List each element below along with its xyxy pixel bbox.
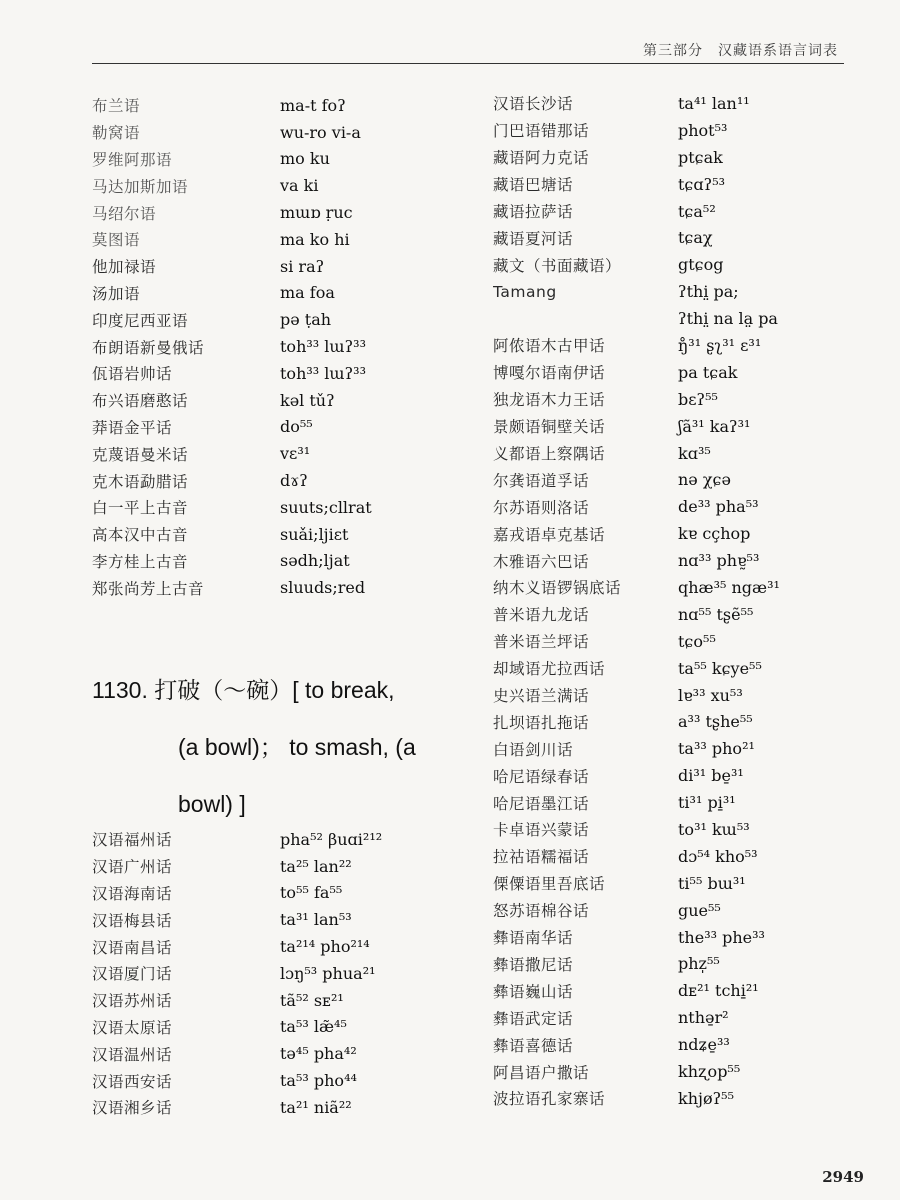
language-name: 马达加斯加语	[92, 177, 189, 196]
language-name: 普米语九龙话	[493, 606, 590, 625]
language-name: 马绍尔语	[92, 204, 157, 223]
word-form: ʃã³¹ kaʔ³¹	[678, 416, 751, 436]
word-form: to³¹ kɯ⁵³	[678, 819, 750, 839]
entry-row	[493, 1058, 863, 1085]
language-name: 卡卓语兴蒙话	[493, 821, 590, 840]
word-form: gtɕog	[678, 255, 724, 275]
language-name: 高本汉中古音	[92, 526, 189, 545]
language-name: 彝语巍山话	[493, 982, 574, 1001]
word-form: nɑ⁵⁵ tʂẽ⁵⁵	[678, 604, 754, 624]
entry-row	[493, 682, 863, 709]
word-form: ma ko hi	[280, 229, 350, 249]
language-name: 史兴语兰满话	[493, 687, 590, 706]
language-name: 汉语福州话	[92, 831, 173, 850]
entry-row	[493, 924, 863, 951]
entry-row	[493, 1004, 863, 1031]
entry-row	[493, 601, 863, 628]
entry-row	[493, 1085, 863, 1112]
language-name: 博嘎尔语南伊话	[493, 364, 606, 383]
entry-row	[92, 387, 462, 414]
word-form: ti⁵⁵ bɯ³¹	[678, 873, 746, 893]
word-form: suuts;cllrat	[280, 497, 372, 517]
language-name: 却域语尤拉西话	[493, 660, 606, 679]
language-name: 罗维阿那语	[92, 150, 173, 169]
word-form: ta⁵³ pho⁴⁴	[280, 1071, 357, 1091]
language-name: 白一平上古音	[92, 499, 189, 518]
entry-row	[493, 440, 863, 467]
entry-row	[493, 198, 863, 225]
word-form: ta²¹⁴ pho²¹⁴	[280, 937, 370, 957]
word-form: dɔ⁵⁴ kho⁵³	[678, 846, 758, 866]
word-form: nɑ³³ phɐ̰⁵³	[678, 551, 760, 571]
entry-row	[493, 278, 863, 305]
entry-row	[493, 171, 863, 198]
word-form: ʔthi̤ na la̤ pa	[678, 309, 778, 329]
language-name: 藏语阿力克话	[493, 149, 590, 168]
word-form: ʔthi̤ pa;	[678, 282, 739, 302]
language-name: 汉语温州话	[92, 1045, 173, 1064]
language-name: 汉语梅县话	[92, 911, 173, 930]
word-form: mɯɒ ṛuc	[280, 203, 353, 223]
word-form: kɐ cçhop	[678, 524, 751, 544]
word-form: the³³ phe³³	[678, 927, 765, 947]
word-form: sədh;ljat	[280, 551, 350, 571]
entry-row	[92, 1040, 462, 1067]
language-name: 汉语广州话	[92, 858, 173, 877]
entry-row	[92, 280, 462, 307]
entry-row	[92, 987, 462, 1014]
entry-row	[92, 467, 462, 494]
word-form: ptɕak	[678, 147, 723, 167]
entry-row	[92, 960, 462, 987]
word-form: lɔŋ⁵³ phua²¹	[280, 963, 376, 983]
word-form: ta²¹ niã²²	[280, 1097, 352, 1117]
entry-row	[493, 789, 863, 816]
entry-row	[92, 146, 462, 173]
entry-row	[493, 332, 863, 359]
word-form: ta³³ pho²¹	[678, 739, 755, 759]
word-form: pa tɕak	[678, 362, 738, 382]
word-form: de³³ pha⁵³	[678, 497, 759, 517]
language-name: 纳木义语锣锅底话	[493, 579, 622, 598]
entry-row	[92, 199, 462, 226]
word-form: tɕa⁵²	[678, 201, 716, 221]
language-name: 尔苏语则洛话	[493, 498, 590, 517]
word-form: phz̩⁵⁵	[678, 954, 720, 974]
entry-row	[493, 305, 863, 332]
language-name: 彝语撒尼话	[493, 955, 574, 974]
word-form: tɕaχ	[678, 228, 713, 248]
word-form: ŋ̊³¹ ʂʅ³¹ ɛ³¹	[678, 335, 762, 355]
language-name: 布朗语新曼俄话	[92, 338, 205, 357]
language-name: 扎坝语扎拖话	[493, 713, 590, 732]
word-form: sluuds;red	[280, 578, 366, 598]
word-form: pha⁵² βuɑi²¹²	[280, 829, 383, 849]
word-form: ti³¹ pi̱³¹	[678, 793, 736, 813]
entry-row	[493, 547, 863, 574]
entry-row	[92, 853, 462, 880]
language-name: 尔龚语道孚话	[493, 471, 590, 490]
entry-row	[493, 708, 863, 735]
word-form: vɛ³¹	[280, 444, 311, 464]
entry-row	[92, 92, 462, 119]
word-form: wu-ro vi-a	[280, 122, 361, 142]
language-name: 傈僳语里吾底话	[493, 875, 606, 894]
word-form: ta²⁵ lan²²	[280, 856, 352, 876]
word-form: mo ku	[280, 149, 330, 169]
language-name: 克木语勐腊话	[92, 472, 189, 491]
language-name: Tamang	[493, 282, 557, 301]
word-form: khʐop⁵⁵	[678, 1062, 741, 1081]
entry-row	[92, 933, 462, 960]
language-name: 勒窝语	[92, 124, 141, 143]
entry-row	[92, 306, 462, 333]
word-form: gue⁵⁵	[678, 900, 721, 920]
word-form: ta³¹ lan⁵³	[280, 910, 352, 930]
entry-row	[493, 90, 863, 117]
entry-row	[493, 816, 863, 843]
word-form: va ki	[280, 176, 319, 196]
word-form: si raʔ	[280, 256, 325, 276]
entry-row	[92, 226, 462, 253]
entry-row	[493, 251, 863, 278]
language-name: 汉语西安话	[92, 1072, 173, 1091]
word-form: ndʑe̱³³	[678, 1035, 730, 1055]
language-name: 汉语太原话	[92, 1018, 173, 1037]
entry-row	[493, 466, 863, 493]
word-form: kɑ³⁵	[678, 443, 711, 463]
language-name: 郑张尚芳上古音	[92, 579, 205, 598]
word-form: a³³ tʂhe⁵⁵	[678, 712, 753, 732]
language-name: 怒苏语棉谷话	[493, 902, 590, 921]
language-name: 藏语拉萨话	[493, 203, 574, 221]
language-name: 克蔑语曼米话	[92, 445, 189, 464]
word-form: tɕo⁵⁵	[678, 631, 716, 651]
entry-row	[493, 762, 863, 789]
language-name: 独龙语木力王话	[493, 391, 606, 410]
language-name: 汉语厦门话	[92, 965, 173, 984]
entry-row	[493, 951, 863, 978]
entry-row	[92, 880, 462, 907]
language-name: 门巴语错那话	[493, 122, 590, 141]
word-form: lɐ³³ xu⁵³	[678, 685, 743, 705]
language-name: 汉语湘乡话	[92, 1099, 173, 1118]
entry-row	[92, 494, 462, 521]
language-name: 藏文（书面藏语）	[493, 256, 622, 275]
word-form: toh³³ lɯʔ³³	[280, 337, 366, 357]
language-name: 他加禄语	[92, 258, 157, 277]
entry-row	[493, 359, 863, 386]
word-form: khjøʔ⁵⁵	[678, 1088, 734, 1108]
entry-row	[92, 826, 462, 853]
entry-row	[493, 977, 863, 1004]
language-name: 彝语喜德话	[493, 1036, 574, 1055]
entry-row	[92, 440, 462, 467]
language-name: 嘉戎语卓克基话	[493, 525, 606, 544]
language-name: 阿昌语户撒话	[493, 1063, 590, 1082]
word-form: toh³³ lɯʔ³³	[280, 363, 366, 383]
running-head: 第三部分 汉藏语系语言词表	[643, 43, 838, 59]
language-name: 莫图语	[92, 231, 141, 250]
entry-heading-line1: 1130. 打破（～碗）[ to break,	[92, 677, 395, 703]
entry-heading-line3: bowl) ]	[178, 791, 246, 817]
word-form: phot⁵³	[678, 120, 728, 140]
language-name: 莽语金平话	[92, 418, 173, 437]
word-form: dᴇ²¹ tchi̱²¹	[678, 981, 759, 1001]
entry-row	[92, 172, 462, 199]
language-name: 波拉语孔家寨话	[493, 1090, 606, 1109]
entry-row	[493, 413, 863, 440]
word-form: ma-t foʔ	[280, 95, 346, 115]
entry-row	[92, 521, 462, 548]
language-name: 汉语海南话	[92, 884, 173, 903]
word-form: qhæ³⁵ ngæ³¹	[678, 577, 780, 597]
language-name: 木雅语六巴话	[493, 552, 590, 571]
word-form: tɕɑʔ⁵³	[678, 174, 726, 194]
entry-row	[493, 386, 863, 413]
language-name: 佤语岩帅话	[92, 365, 173, 384]
language-name: 汤加语	[92, 284, 141, 303]
word-form: ta⁵³ læ̃⁴⁵	[280, 1017, 347, 1037]
entry-row	[493, 117, 863, 144]
entry-row	[92, 119, 462, 146]
entry-row	[493, 843, 863, 870]
word-form: to⁵⁵ fa⁵⁵	[280, 883, 343, 903]
language-name: 彝语武定话	[493, 1009, 574, 1028]
entry-row	[493, 628, 863, 655]
word-form: ta⁵⁵ kɕye⁵⁵	[678, 658, 762, 678]
word-form: nthə̱r²	[678, 1008, 729, 1028]
word-form: tə⁴⁵ pha⁴²	[280, 1044, 357, 1064]
language-name: 义都语上察隅话	[493, 445, 606, 464]
language-name: 阿侬语木古甲话	[493, 337, 606, 356]
entry-row	[92, 548, 462, 575]
word-form: ma foa	[280, 283, 335, 303]
language-name: 李方桂上古音	[92, 552, 189, 571]
entry-row	[92, 253, 462, 280]
entry-row	[92, 360, 462, 387]
entry-row	[493, 144, 863, 171]
word-form: di³¹ be̱³¹	[678, 766, 744, 786]
entry-heading	[92, 662, 452, 833]
word-form: do⁵⁵	[280, 417, 313, 437]
entry-heading-line2: (a bowl)； to smash, (a	[178, 734, 416, 760]
entry-row	[493, 870, 863, 897]
entry-row	[493, 735, 863, 762]
language-name: 哈尼语绿春话	[493, 767, 590, 786]
word-form: suǎi;ljiɛt	[280, 524, 349, 544]
language-name: 彝语南华话	[493, 929, 574, 948]
entry-row	[92, 333, 462, 360]
entry-row	[92, 574, 462, 601]
language-name: 汉语长沙话	[493, 95, 574, 114]
right-column-list	[493, 90, 863, 1112]
left-column-bottom-list	[92, 826, 462, 1121]
language-name: 布兰语	[92, 97, 141, 116]
word-form: nə χɕə	[678, 470, 731, 490]
entry-row	[92, 906, 462, 933]
entry-row	[493, 224, 863, 251]
language-name: 印度尼西亚语	[92, 311, 189, 330]
language-name: 拉祜语糯福话	[493, 848, 590, 867]
entry-row	[493, 520, 863, 547]
word-form: kəl tǔʔ	[280, 390, 335, 410]
entry-row	[493, 574, 863, 601]
word-form: bɛʔ⁵⁵	[678, 389, 718, 409]
word-form: ta⁴¹ lan¹¹	[678, 93, 750, 113]
entry-row	[92, 1067, 462, 1094]
page-number: 2949	[822, 1168, 864, 1186]
entry-row	[92, 1014, 462, 1041]
entry-row	[92, 414, 462, 441]
entry-row	[493, 897, 863, 924]
word-form: tã⁵² sᴇ²¹	[280, 990, 344, 1010]
language-name: 藏语巴塘话	[493, 176, 574, 195]
word-form: pə ṭah	[280, 310, 332, 330]
language-name: 藏语夏河话	[493, 229, 574, 248]
language-name: 白语剑川话	[493, 740, 574, 759]
language-name: 普米语兰坪话	[493, 633, 590, 652]
entry-row	[493, 1031, 863, 1058]
word-form: dɤʔ	[280, 471, 308, 491]
entry-row	[493, 493, 863, 520]
left-column-top-list	[92, 92, 462, 601]
language-name: 景颇语铜壁关话	[493, 418, 606, 437]
language-name: 哈尼语墨江话	[493, 794, 590, 813]
header-rule	[92, 63, 844, 64]
language-name: 汉语南昌话	[92, 938, 173, 957]
language-name: 汉语苏州话	[92, 992, 173, 1011]
entry-row	[92, 1094, 462, 1121]
entry-row	[493, 655, 863, 682]
language-name: 布兴语磨憨话	[92, 392, 189, 411]
